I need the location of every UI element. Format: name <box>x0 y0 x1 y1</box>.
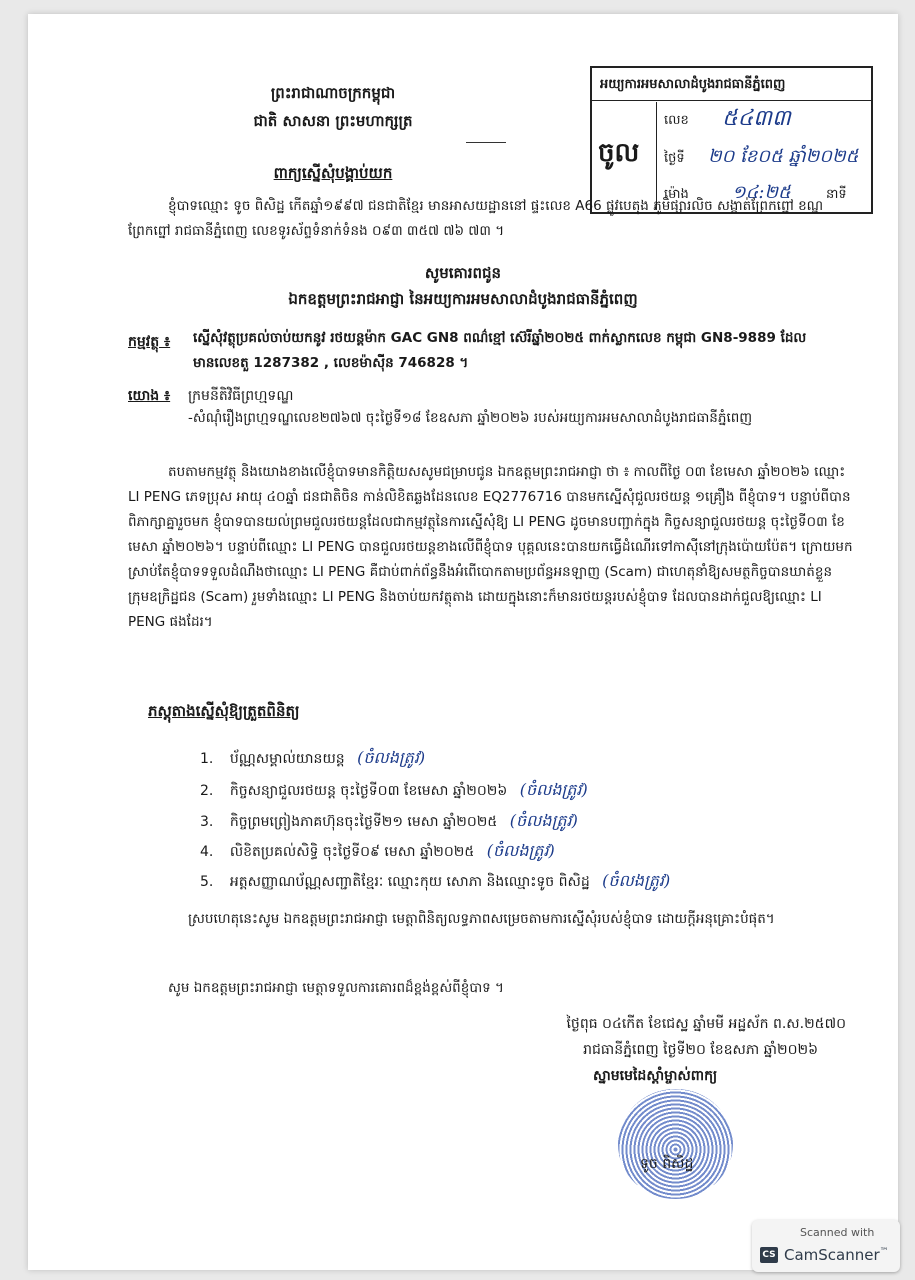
subject-label: កម្មវត្ថុ ៖ <box>128 334 171 350</box>
reference-item-2: -សំណុំរឿងព្រហ្មទណ្ឌលេខ២៧៦៧ ចុះថ្ងៃទី១៨ ខែឧសភា ឆ្នាំ២០២៦ របស់អយ្យការអមសាលាដំបូងរាជធានីភ្នំពេញ <box>188 410 753 426</box>
attachment-item <box>200 840 555 864</box>
attachment-num: 1. <box>200 751 214 767</box>
handwritten-note: (ចំលងត្រូវ) <box>357 748 426 767</box>
applicant-name: ទូច ពិសិដ្ឋ <box>640 1156 694 1172</box>
address-line-1: សូមគោរពជូន <box>424 264 502 282</box>
closing-paragraph-1: ស្របហេតុនេះសូម ឯកឧត្តមព្រះរាជអាជ្ញា មេត្តាពិនិត្យលទ្ធភាពសម្រេចតាមការស្នើសុំរបស់ខ្ញុំបាទ ដោយក្តីអនុគ្រោះបំផុត។ <box>188 911 775 927</box>
stamp-seal-label: ចូល <box>598 138 640 168</box>
intro-paragraph: ខ្ញុំបាទឈ្មោះ ទូច ពិសិដ្ឋ កើតឆ្នាំ១៩៩៧ ជនជាតិខ្មែរ មានអាសយដ្ឋាននៅ ផ្ទះលេខ A66 ផ្លូវបេតុង ភូមិផ្សារលិច សង្កាត់ព្រែកព្នៅ ខណ្ឌព្រែកព្នៅ រាជធានីភ្នំពេញ លេខទូរស័ព្ទទំនាក់ទំនង ០៩៣ ៣៥៧ ៧៦ ៧៣ ។ <box>128 198 824 239</box>
attachment-item <box>200 870 670 894</box>
attachment-text: លិខិតប្រគល់សិទ្ធិ ចុះថ្ងៃទី០៩ មេសា ឆ្នាំ២០២៥ <box>229 844 475 860</box>
stamp-num-label: លេខ <box>664 113 689 128</box>
document-title: ពាក្យស្នើសុំបង្គាប់យក <box>273 164 393 182</box>
national-motto: ជាតិ សាសនា ព្រះមហាក្សត្រ <box>253 112 413 130</box>
handwritten-note: (ចំលងត្រូវ) <box>486 841 555 860</box>
reference-item-1: ក្រមនីតិវិធីព្រហ្មទណ្ឌ <box>188 388 294 404</box>
attachments-heading: ភស្តុតាងស្នើសុំឱ្យត្រួតពិនិត្យ <box>148 702 300 720</box>
attachment-text: ប័ណ្ណសម្គាល់យានយន្ត <box>229 751 345 767</box>
handwritten-note: (ចំលងត្រូវ) <box>519 780 588 799</box>
body-paragraph: តបតាមកម្មវត្ថុ និងយោងខាងលើខ្ញុំបាទមានកិត្តិយសសូមជម្រាបជូន ឯកឧត្តមព្រះរាជអាជ្ញា ថា ៖ កាលពីថ្ងៃ ០៣ ខែមេសា ឆ្នាំ២០២៦ ឈ្មោះ LI PENG ភេទប្រុស អាយុ ៤០ឆ្នាំ ជនជាតិចិន កាន់លិខិតឆ្លងដែនលេខ EQ2776716 បានមកស្នើសុំជួលរថយន្ត ១គ្រឿង ពីខ្ញុំបាទ។ បន្ទាប់ពីបានពិភាក្សាគ្នារួចមក ខ្ញុំបាទបានយល់ព្រមជួលរថយន្តដែលជាកម្មវត្ថុនៃការស្នើសុំឱ្យ LI PENG ដូចមានបញ្ជាក់ក្នុង កិច្ចសន្យាជួលរថយន្ត ចុះថ្ងៃទី០៣ ខែមេសា ឆ្នាំ២០២៦។ បន្ទាប់ពីឈ្មោះ LI PENG បានជួលរថយន្តខាងលើពីខ្ញុំបាទ បុគ្គលនេះបានយកធ្វើដំណើរទៅកាស៊ីនៅក្រុងប៉ោយប៉ែត។ ក្រោយមកស្រាប់តែខ្ញុំបាទទទួលដំណឹងថាឈ្មោះ LI PENG គឺជាប់ពាក់ព័ន្ធនឹងអំពើបោកតាមប្រព័ន្ធអនឡាញ (Scam) ជាហេតុនាំឱ្យសមត្ថកិច្ចបានឃាត់ខ្លួនក្រុមឧក្រិដ្ឋជន (Scam) រួមទាំងឈ្មោះ LI PENG និងចាប់យកវត្ថុតាង ដោយក្នុងនោះក៏មានរថយន្តរបស់ខ្ញុំបាទ ដែលបានដាក់ជួលឱ្យឈ្មោះ LI PENG ផងដែរ។ <box>128 464 853 630</box>
watermark-line-2: CamScanner <box>784 1246 880 1264</box>
closing-paragraph-2: សូម ឯកឧត្តមព្រះរាជអាជ្ញា មេត្តាទទួលការគោរពដ៏ខ្ពង់ខ្ពស់ពីខ្ញុំបាទ ។ <box>168 980 504 996</box>
attachment-num: 2. <box>200 783 214 799</box>
attachment-text: កិច្ចព្រមព្រៀងភាគហ៊ុនចុះថ្ងៃទី២១ មេសា ឆ្នាំ២០២៥ <box>229 814 498 830</box>
attachment-item <box>200 810 578 834</box>
attachment-text: អត្តសញ្ញាណប័ណ្ណសញ្ជាតិខ្មែរៈ ឈ្មោះកុយ សោភា និងឈ្មោះទូច ពិសិដ្ឋ <box>229 874 590 890</box>
watermark-trademark: ™ <box>879 1247 889 1257</box>
thumbprint-icon <box>618 1089 733 1199</box>
stamp-office: អយ្យការអមសាលាដំបូងរាជធានីភ្នំពេញ <box>600 77 786 92</box>
handwritten-note: (ចំលងត្រូវ) <box>509 811 578 830</box>
watermark-line-1: Scanned with <box>800 1226 875 1239</box>
receipt-stamp <box>590 66 873 214</box>
stamp-time-label: ម៉ោង <box>664 187 689 202</box>
attachment-item <box>200 747 425 771</box>
stamp-minute-label: នាទី <box>826 187 847 202</box>
attachment-num: 3. <box>200 814 214 830</box>
reference-label: យោង ៖ <box>128 388 171 404</box>
kingdom-title: ព្រះរាជាណាចក្រកម្ពុជា <box>270 84 396 102</box>
camscanner-logo-icon: CS <box>760 1247 778 1263</box>
attachment-text: កិច្ចសន្យាជួលរថយន្ត ចុះថ្ងៃទី០៣ ខែមេសា ឆ្នាំ២០២៦ <box>229 783 508 799</box>
stamp-time: ១៤:២៥ <box>732 182 791 203</box>
attachment-item <box>200 779 588 803</box>
stamp-date-label: ថ្ងៃទី <box>664 151 685 166</box>
motto-divider <box>466 142 506 143</box>
subject-text: ស្នើសុំវត្ថុប្រគល់ចាប់យកនូវ រថយន្តម៉ាក GAC GN8 ពណ៌ខ្មៅ ស៊េរីឆ្នាំ២០២៥ ពាក់ស្លាកលេខ កម្ពុជា GN8-9889 ដែលមានលេខតួ 1287382 , លេខម៉ាស៊ីន 746828 ។ <box>193 330 807 371</box>
thumbprint-label: ស្នាមមេដៃស្តាំម្ចាស់ពាក្យ <box>593 1068 718 1084</box>
document-page <box>28 14 898 1270</box>
lunar-date: ថ្ងៃពុធ ០៤កើត ខែជេស្ឋ ឆ្នាំមមី អដ្ឋស័ក ព.ស.២៥៧០ <box>566 1016 846 1032</box>
handwritten-note: (ចំលងត្រូវ) <box>602 871 671 890</box>
camscanner-watermark <box>752 1220 900 1272</box>
attachment-num: 4. <box>200 844 214 860</box>
stamp-date: ២០ ខែ០៥ ឆ្នាំ២០២៥ <box>708 146 859 167</box>
solar-date: រាជធានីភ្នំពេញ ថ្ងៃទី២០ ខែឧសភា ឆ្នាំ២០២៦ <box>583 1042 818 1058</box>
address-line-2: ឯកឧត្តមព្រះរាជអាជ្ញា នៃអយ្យការអមសាលាដំបូងរាជធានីភ្នំពេញ <box>288 290 638 308</box>
stamp-num: ៥៤៣៣ <box>722 106 791 131</box>
attachment-num: 5. <box>200 874 214 890</box>
